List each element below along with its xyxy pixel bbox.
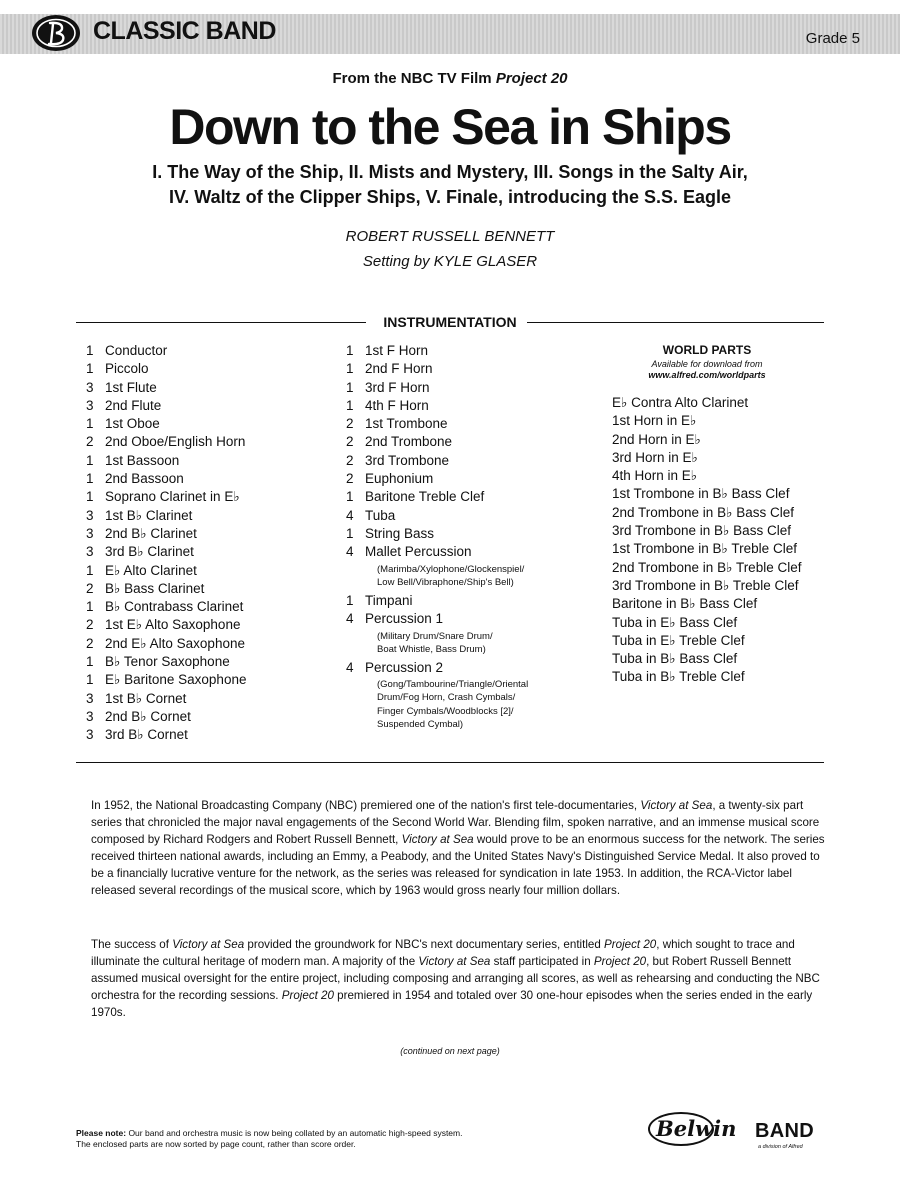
world-part-item: 3rd Trombone in B♭ Bass Clef	[612, 523, 791, 539]
instrument-row	[346, 525, 606, 543]
instrument-row	[86, 433, 346, 451]
instrument-quantity: 2	[86, 580, 94, 596]
continued-note: (continued on next page)	[400, 1046, 500, 1056]
instrument-quantity: 3	[86, 544, 94, 560]
instrument-column-2	[346, 342, 606, 734]
movement-line-1: I. The Way of the Ship, II. Mists and Mystery, III. Songs in the Salty Air,	[152, 162, 748, 182]
paragraph-text: The success of	[91, 938, 173, 951]
instrument-name: 2nd Bassoon	[105, 471, 184, 487]
publisher-logo	[648, 1110, 828, 1150]
paragraph-text: In 1952, the National Broadcasting Company (NBC) premiered one of the nation's first tele-documentaries,	[91, 799, 641, 812]
series-name: CLASSIC BAND	[93, 17, 276, 45]
instrument-name: 2nd B♭ Cornet	[105, 708, 191, 724]
instrument-name: 3rd B♭ Clarinet	[105, 544, 194, 560]
instrument-detail-line: Boat Whistle, Bass Drum)	[377, 643, 486, 655]
instrument-row	[346, 610, 606, 628]
paragraph-text: , but Robert Russell Bennett assumed musical oversight for the entire project, including composing and arranging all scores, as well as rehearsing and conducting the NBC orchestra for the recording sessions.	[91, 955, 820, 1002]
instrument-quantity: 1	[346, 397, 354, 413]
instrument-quantity: 1	[86, 654, 94, 670]
world-part-item: Tuba in E♭ Bass Clef	[612, 614, 738, 630]
instrument-row	[86, 616, 346, 634]
instrument-row	[86, 562, 346, 580]
instrument-detail-line: (Gong/Tambourine/Triangle/Oriental	[377, 679, 529, 691]
instrument-quantity: 1	[346, 592, 354, 608]
instrumentation-heading: INSTRUMENTATION	[0, 314, 900, 330]
instrument-row	[86, 635, 346, 653]
instrument-quantity: 1	[346, 489, 354, 505]
paragraph-text: , which sought to trace and illuminate the cultural heritage of modern man. A majority of the	[91, 938, 795, 968]
world-part-item: 1st Horn in E♭	[612, 413, 697, 429]
arranger: Setting by KYLE GLASER	[362, 253, 538, 270]
film-source-prefix: From the NBC TV Film	[332, 70, 492, 87]
instrument-name: 1st B♭ Cornet	[105, 690, 187, 706]
instrument-name: E♭ Baritone Saxophone	[105, 672, 247, 688]
instrument-name: Percussion 2	[365, 659, 444, 675]
instrument-quantity: 1	[346, 379, 354, 395]
publisher-band: BAND	[755, 1120, 814, 1142]
instrument-column-1	[86, 342, 346, 745]
instrument-row	[346, 592, 606, 610]
instrument-quantity: 2	[346, 416, 354, 432]
movement-list	[0, 160, 900, 210]
collation-note	[76, 1128, 462, 1150]
instrument-quantity: 1	[86, 471, 94, 487]
instrument-name: Piccolo	[105, 361, 149, 377]
instrument-quantity: 1	[86, 562, 94, 578]
instrument-quantity: 4	[346, 659, 354, 675]
instrument-name: 2nd F Horn	[365, 361, 433, 377]
instrument-row	[346, 415, 606, 433]
world-parts-heading: WORLD PARTS	[662, 343, 752, 357]
instrument-name: Conductor	[105, 343, 168, 358]
instrument-name: 3rd B♭ Cornet	[105, 727, 188, 743]
instrument-quantity: 3	[86, 507, 94, 523]
collation-note-label: Please note:	[76, 1128, 127, 1138]
instrumentation-bottom-rule	[76, 762, 824, 763]
paragraph-text: provided the groundwork for NBC's next documentary series, entitled	[244, 938, 605, 951]
instrument-row	[86, 543, 346, 561]
instrument-detail-line: Drum/Fog Horn, Crash Cymbals/	[377, 692, 516, 704]
instrument-name: 2nd E♭ Alto Saxophone	[105, 635, 245, 651]
world-parts-list	[612, 394, 832, 687]
paragraph-text: , a twenty-six part series that chronicled the major naval engagements of the Second World War. Blending film, spoken narrative, and an immense musical score composed by Richard Rodgers and Robert Russell Bennett,	[91, 799, 820, 846]
paragraph-text: premiered in 1954 and totaled over 30 one-hour episodes when the series ended in the early 1970s.	[91, 989, 813, 1019]
instrument-quantity: 3	[86, 525, 94, 541]
film-source-title: Project 20	[495, 70, 568, 87]
composer: ROBERT RUSSELL BENNETT	[345, 228, 555, 245]
publisher-subtitle: a division of Alfred	[758, 1144, 803, 1150]
instrument-quantity: 4	[346, 611, 354, 627]
classic-band-logo-icon	[30, 12, 82, 54]
collation-note-line-1: Our band and orchestra music is now being collated by an automatic high-speed system.	[126, 1128, 463, 1138]
instrument-name: 3rd F Horn	[365, 379, 430, 395]
instrument-row	[86, 525, 346, 543]
world-part-item: Tuba in B♭ Bass Clef	[612, 651, 738, 667]
world-part-item: Tuba in B♭ Treble Clef	[612, 669, 745, 685]
instrument-name: Percussion 1	[365, 611, 444, 627]
italic-title: Project 20	[281, 989, 334, 1002]
instrument-quantity: 1	[86, 489, 94, 505]
instrument-detail-line: Suspended Cymbal)	[377, 718, 464, 730]
instrument-name: B♭ Contrabass Clarinet	[105, 599, 244, 615]
header-band	[0, 0, 900, 62]
italic-title: Victory at Sea	[640, 799, 713, 812]
instrument-row	[346, 470, 606, 488]
instrument-quantity: 3	[86, 397, 94, 413]
instrument-row	[86, 690, 346, 708]
world-part-item: 1st Trombone in B♭ Bass Clef	[612, 486, 790, 502]
instrument-quantity: 1	[86, 343, 94, 358]
world-part-item: Tuba in E♭ Treble Clef	[612, 632, 745, 648]
instrument-name: 2nd Oboe/English Horn	[105, 434, 246, 450]
instrument-row	[86, 671, 346, 689]
instrument-detail	[346, 563, 606, 589]
instrument-row	[346, 433, 606, 451]
instrument-quantity: 2	[86, 617, 94, 633]
instrument-row	[86, 379, 346, 397]
instrument-detail-line: (Marimba/Xylophone/Glockenspiel/	[377, 563, 525, 575]
instrument-row	[86, 342, 346, 360]
instrument-row	[346, 397, 606, 415]
world-part-item: 2nd Trombone in B♭ Treble Clef	[612, 559, 802, 575]
instrument-row	[86, 507, 346, 525]
instrument-quantity: 1	[86, 672, 94, 688]
instrument-row	[86, 415, 346, 433]
instrument-detail-line: Finger Cymbals/Woodblocks [2]/	[377, 705, 514, 717]
instrument-row	[86, 452, 346, 470]
instrument-name: Timpani	[365, 592, 413, 608]
instrument-name: Euphonium	[365, 471, 434, 487]
instrument-row	[346, 342, 606, 360]
italic-title: Victory at Sea	[401, 833, 474, 846]
history-paragraph-2	[91, 936, 829, 1021]
instrument-detail	[346, 630, 606, 656]
instrument-name: 1st Bassoon	[105, 452, 180, 468]
instrument-quantity: 1	[86, 416, 94, 432]
instrument-row	[346, 360, 606, 378]
paragraph-text: staff participated in	[490, 955, 594, 968]
instrument-quantity: 3	[86, 690, 94, 706]
instrument-quantity: 2	[86, 434, 94, 450]
instrument-row	[86, 470, 346, 488]
world-parts-note: Available for download from	[651, 359, 763, 369]
paragraph-text: would prove to be an enormous success for the network. The series received thirteen national awards, including an Emmy, a Peabody, and the United States Navy's Distinguished Service Medal. It also proved to be a financially lucrative venture for the network, as the series was released for syndication in late 1953. In addition, the RCA-Victor label released several recordings of the musical score, which by 1963 would gross nearly four million dollars.	[91, 833, 825, 897]
instrument-row	[346, 659, 606, 677]
collation-note-line-2: The enclosed parts are now sorted by page count, rather than score order.	[76, 1139, 356, 1149]
instrument-quantity: 1	[346, 361, 354, 377]
instrument-quantity: 2	[346, 471, 354, 487]
instrument-row	[346, 488, 606, 506]
instrument-row	[346, 507, 606, 525]
instrument-name: 2nd Flute	[105, 397, 162, 413]
instrument-quantity: 4	[346, 544, 354, 560]
instrument-name: E♭ Alto Clarinet	[105, 562, 197, 578]
instrument-detail-line: (Military Drum/Snare Drum/	[377, 630, 493, 642]
instrument-row	[86, 598, 346, 616]
instrument-name: Tuba	[365, 507, 396, 523]
instrument-name: 1st Flute	[105, 379, 157, 395]
italic-title: Victory at Sea	[172, 938, 245, 951]
instrument-row	[86, 397, 346, 415]
world-part-item: 4th Horn in E♭	[612, 468, 698, 484]
instrument-name: 3rd Trombone	[365, 452, 450, 468]
instrument-quantity: 4	[346, 507, 354, 523]
instrument-quantity: 2	[86, 635, 94, 651]
instrument-name: B♭ Bass Clarinet	[105, 580, 205, 596]
piece-title: Down to the Sea in Ships	[169, 99, 731, 155]
movement-line-2: IV. Waltz of the Clipper Ships, V. Finale, introducing the S.S. Eagle	[168, 187, 732, 207]
world-part-item: Baritone in B♭ Bass Clef	[612, 596, 758, 612]
instrument-quantity: 3	[86, 727, 94, 743]
world-part-item: 1st Trombone in B♭ Treble Clef	[612, 541, 797, 557]
instrument-name: Soprano Clarinet in E♭	[105, 489, 240, 505]
italic-title: Victory at Sea	[418, 955, 491, 968]
instrument-name: 1st Oboe	[105, 416, 160, 432]
instrument-quantity: 1	[346, 525, 354, 541]
instrument-row	[86, 708, 346, 726]
instrument-name: B♭ Tenor Saxophone	[105, 654, 230, 670]
instrument-name: 1st E♭ Alto Saxophone	[105, 617, 241, 633]
instrument-row	[86, 488, 346, 506]
instrument-name: Mallet Percussion	[365, 544, 472, 560]
instrument-quantity: 3	[86, 708, 94, 724]
world-part-item: 3rd Horn in E♭	[612, 449, 698, 465]
instrument-name: 2nd B♭ Clarinet	[105, 525, 197, 541]
instrument-name: 4th F Horn	[365, 397, 429, 413]
instrument-quantity: 3	[86, 379, 94, 395]
instrument-detail-line: Low Bell/Vibraphone/Ship's Bell)	[377, 576, 514, 588]
instrument-name: 1st Trombone	[365, 416, 448, 432]
history-paragraph-1	[91, 797, 829, 899]
instrument-row	[346, 543, 606, 561]
instrument-name: 2nd Trombone	[365, 434, 453, 450]
instrument-quantity: 1	[86, 452, 94, 468]
world-parts	[612, 343, 832, 687]
instrument-row	[346, 452, 606, 470]
instrument-row	[86, 726, 346, 744]
italic-title: Project 20	[593, 955, 647, 968]
world-parts-url[interactable]: www.alfred.com/worldparts	[648, 370, 766, 380]
instrument-quantity: 2	[346, 452, 354, 468]
world-part-item: 2nd Trombone in B♭ Bass Clef	[612, 504, 794, 520]
instrument-row	[86, 360, 346, 378]
instrument-quantity: 1	[86, 361, 94, 377]
instrument-quantity: 1	[346, 343, 354, 358]
italic-title: Project 20	[604, 938, 657, 951]
instrument-name: 1st B♭ Clarinet	[105, 507, 193, 523]
world-part-item: 2nd Horn in E♭	[612, 431, 701, 447]
world-part-item: 3rd Trombone in B♭ Treble Clef	[612, 577, 799, 593]
publisher-script: Belwin	[656, 1116, 737, 1141]
instrument-quantity: 1	[86, 599, 94, 615]
instrument-name: Baritone Treble Clef	[365, 489, 485, 505]
instrument-row	[86, 580, 346, 598]
instrument-row	[346, 379, 606, 397]
instrument-quantity: 2	[346, 434, 354, 450]
instrument-name: 1st F Horn	[365, 343, 429, 358]
grade-level: Grade 5	[805, 30, 860, 47]
world-part-item: E♭ Contra Alto Clarinet	[612, 395, 749, 410]
instrument-name: String Bass	[365, 525, 435, 541]
instrument-detail	[346, 678, 606, 731]
instrument-row	[86, 653, 346, 671]
film-source-line	[0, 70, 900, 87]
